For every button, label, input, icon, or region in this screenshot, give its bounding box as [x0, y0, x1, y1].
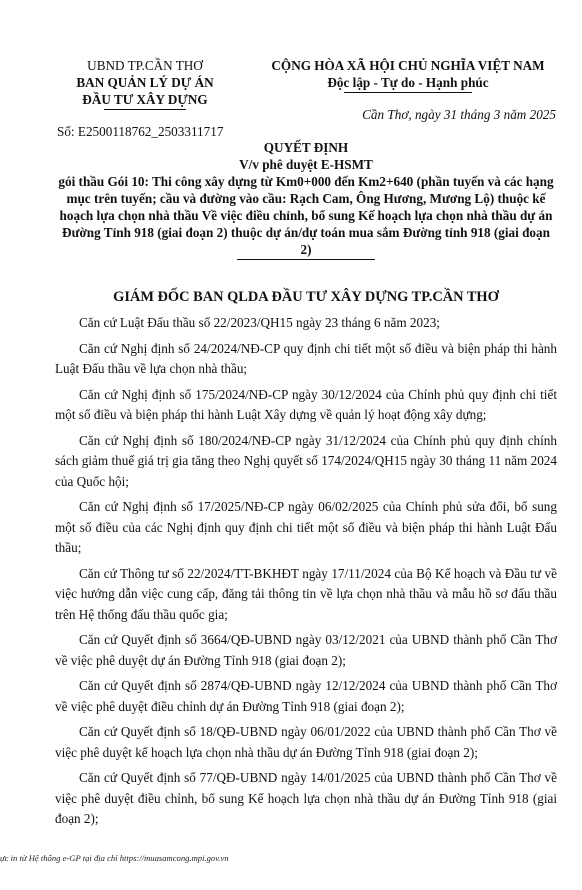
print-footer: ực in từ Hệ thống e-GP tại địa chỉ https://muasamcong.mpi.gov.vn — [0, 853, 229, 863]
legal-basis-paragraph: Căn cứ Thông tư số 22/2024/TT-BKHĐT ngày 17/11/2024 của Bộ Kế hoạch và Đầu tư về việc hướng dẫn việc cung cấp, đăng tải thông tin về lựa chọn nhà thầu và mẫu hồ sơ đấu thầu trên Hệ thống đấu thầu quốc gia; — [55, 565, 557, 622]
decision-title-block — [56, 139, 556, 260]
legal-basis-paragraph: Căn cứ Quyết định số 3664/QĐ-UBND ngày 03/12/2021 của UBND thành phố Cần Thơ về việc phê duyệt dự án Đường Tỉnh 918 (giai đoạn 2); — [55, 632, 557, 668]
legal-basis-paragraph: Căn cứ Quyết định số 18/QĐ-UBND ngày 06/01/2022 của UBND thành phố Cần Thơ về việc phê duyệt kế hoạch lựa chọn nhà thầu dự án Đường Tỉnh 918 (giai đoạn 2); — [55, 724, 557, 760]
national-title: CỘNG HÒA XÃ HỘI CHỦ NGHĨA VIỆT NAM — [271, 58, 545, 73]
legal-basis-paragraph: Căn cứ Nghị định số 175/2024/NĐ-CP ngày 30/12/2024 của Chính phủ quy định chi tiết một số điều và biện pháp thi hành Luật Xây dựng về quản lý hoạt động xây dựng; — [55, 386, 557, 422]
legal-basis-paragraph: Căn cứ Nghị định số 180/2024/NĐ-CP ngày 31/12/2024 của Chính phủ quy định chính sách giảm thuế giá trị gia tăng theo Nghị quyết số 174/2024/QH15 ngày 30 tháng 11 năm 2024 của Quốc hội; — [55, 432, 557, 489]
national-motto: Độc lập - Tự do - Hạnh phúc — [327, 75, 489, 90]
issuing-agency-block — [50, 57, 240, 110]
decision-subject-line1: V/v phê duyệt E-HSMT — [239, 157, 373, 172]
decision-kind: QUYẾT ĐỊNH — [263, 140, 349, 155]
document-number: Số: E2500118762_2503311717 — [57, 124, 224, 139]
legal-basis-paragraph: Căn cứ Quyết định số 77/QĐ-UBND ngày 14/01/2025 của UBND thành phố Cần Thơ về việc phê duyệt điều chỉnh, bổ sung Kế hoạch lựa chọn nhà thầu dự án Đường Tỉnh 918 (giai đoạn 2); — [55, 770, 557, 826]
legal-basis-paragraph: Căn cứ Nghị định số 17/2025/NĐ-CP ngày 06/02/2025 của Chính phủ sửa đổi, bổ sung một số điều của các Nghị định quy định chi tiết một số điều và biện pháp thi hành Luật Đấu thầu; — [55, 499, 557, 555]
legal-basis-section — [55, 313, 557, 835]
agency-parent: UBND TP.CẦN THƠ — [87, 58, 203, 73]
agency-name-line1: BAN QUẢN LÝ DỰ ÁN — [76, 75, 214, 90]
signing-authority: GIÁM ĐỐC BAN QLDA ĐẦU TƯ XÂY DỰNG TP.CẦN THƠ — [113, 289, 499, 305]
legal-basis-paragraph: Căn cứ Nghị định số 24/2024/NĐ-CP quy định chi tiết một số điều và biện pháp thi hành Luật Đấu thầu về lựa chọn nhà thầu; — [55, 340, 557, 376]
legal-basis-paragraph: Căn cứ Luật Đấu thầu số 22/2023/QH15 ngày 23 tháng 6 năm 2023; — [79, 315, 440, 330]
agency-underline — [104, 109, 186, 110]
place-date: Cần Thơ, ngày 31 tháng 3 năm 2025 — [362, 107, 556, 122]
decision-subject-line2: gói thầu Gói 10: Thi công xây dựng từ Km0+000 đến Km2+640 (phần tuyến và các hạng mục trên tuyến; cầu và đường vào cầu: Rạch Cam, Ông Hương, Mương Lộ) thuộc kế hoạch lựa chọn nhà thầu Về việc điều chỉnh, bổ sung Kế hoạch lựa chọn nhà thầu dự án Đường Tỉnh 918 (giai đoạn 2) thuộc dự án/dự toán mua sắm Đường tỉnh 918 (giai đoạn 2) — [58, 174, 554, 257]
agency-name-line2: ĐẦU TƯ XÂY DỰNG — [82, 92, 208, 107]
national-heading-block — [240, 57, 576, 93]
motto-underline — [344, 92, 472, 93]
legal-basis-paragraph: Căn cứ Quyết định số 2874/QĐ-UBND ngày 12/12/2024 của UBND thành phố Cần Thơ về việc phê duyệt điều chỉnh dự án Đường Tỉnh 918 (giai đoạn 2); — [55, 678, 557, 714]
title-underline — [237, 259, 375, 260]
